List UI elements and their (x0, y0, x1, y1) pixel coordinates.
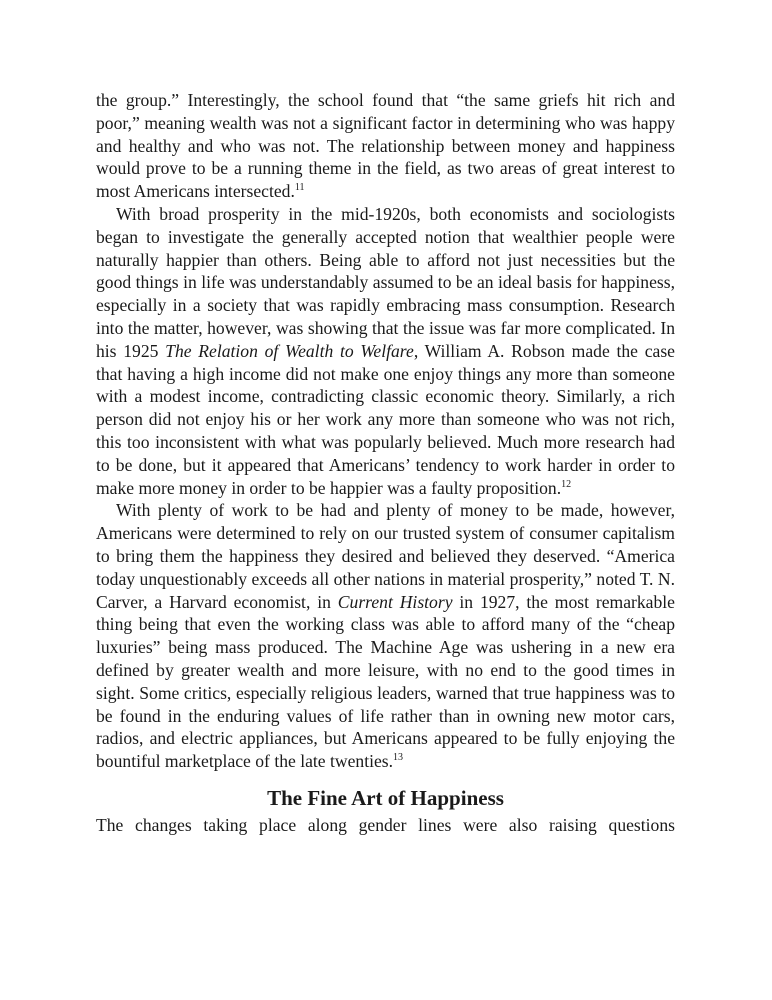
footnote-marker-11: 11 (294, 182, 305, 194)
paragraph-2: With broad prosperity in the mid-1920s, both economists and sociologists began to investigate the generally accepted notion that wealthier people were naturally happier than others. Being able to afford not just necessities but the good things in life was understandably assumed to be an ideal basis for happiness, especially in a society that was rapidly embracing mass consumption. Research into the matter, however, was showing that the issue was far more complicated. In his 1925 The Relation of Wealth to Welfare, William A. Robson made the case that having a high income did not make one enjoy things any more than someone with a modest income, contradicting classic economic theory. Similarly, a rich person did not enjoy his or her work any more than someone who was not rich, this too inconsistent with what was popularly believed. Much more research had to be done, but it appeared that Americans’ tendency to work harder in order to make more money in order to be happier was a faulty proposition.$^{12}$ (96, 203, 675, 498)
book-page (96, 89, 675, 837)
paragraph-4: The changes taking place along gender lines were also raising questions (96, 814, 675, 835)
section-heading: The Fine Art of Happiness (267, 785, 504, 810)
book-title-relation-of-wealth: The Relation of Wealth to Welfare (165, 340, 414, 361)
publication-title-current-history: Current History (337, 591, 453, 612)
footnote-marker-13: 13 (393, 752, 404, 764)
paragraph-1: the group.” Interestingly, the school found that “the same griefs hit rich and poor,” meaning wealth was not a significant factor in determining who was happy and healthy and who was not. The relationship between money and happiness would prove to be a running theme in the field, as two areas of great interest to most Americans intersected.$^{11}$ (96, 90, 675, 202)
footnote-marker-12: 12 (561, 478, 572, 490)
paragraph-3: With plenty of work to be had and plenty of money to be made, however, Americans were determined to rely on our trusted system of consumer capitalism to bring them the happiness they desired and believed they deserved. “America today unquestionably exceeds all other nations in material prosperity,” noted T. N. Carver, a Harvard economist, in Current History in 1927, the most remarkable thing being that even the working class was able to afford many of the “cheap luxuries” being mass produced. The Machine Age was ushering in a new era defined by greater wealth and more leisure, with no end to the good times in sight. Some critics, especially religious leaders, warned that true happiness was to be found in the enduring values of life rather than in owning new motor cars, radios, and electric appliances, but Americans appeared to be fully enjoying the bountiful marketplace of the late twenties.$^{13}$ (96, 500, 675, 772)
